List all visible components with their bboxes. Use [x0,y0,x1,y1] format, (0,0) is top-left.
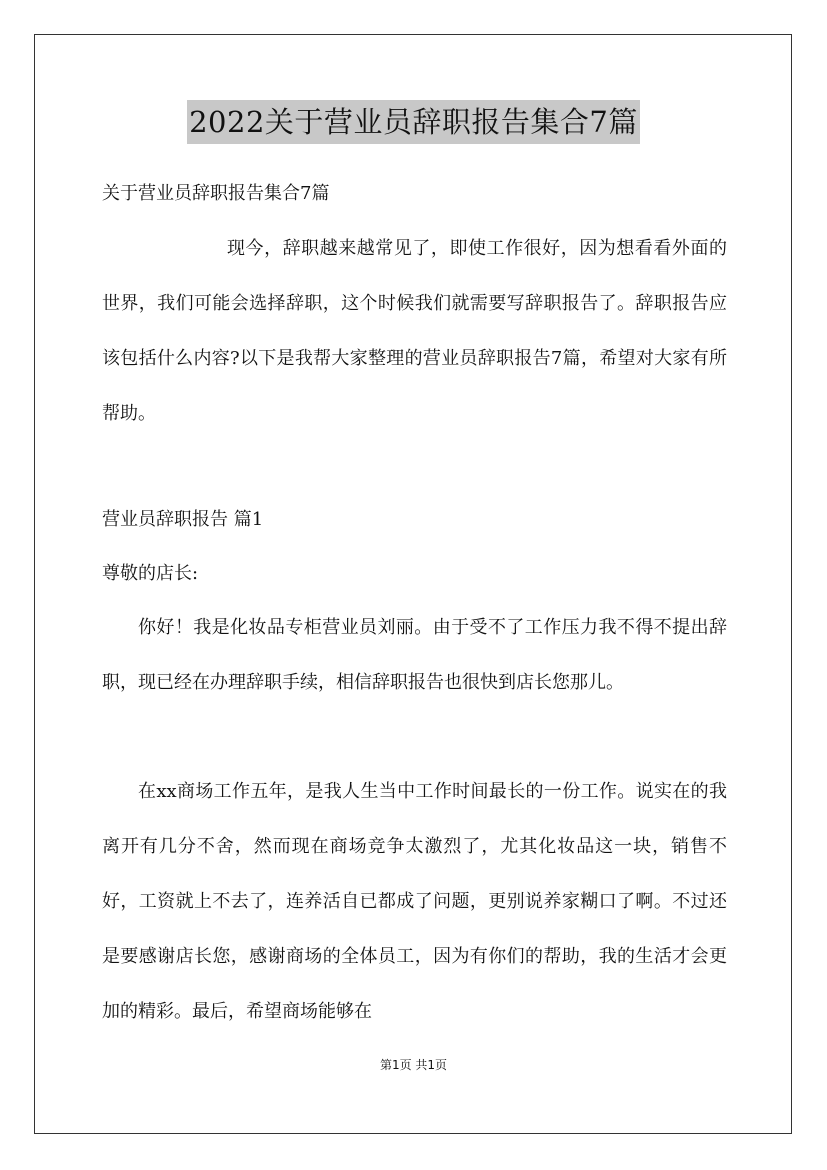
document-title: 2022关于营业员辞职报告集合7篇 [187,100,640,144]
document-subtitle: 关于营业员辞职报告集合7篇 [102,183,330,204]
document-title-wrap [0,100,827,144]
body-paragraph-1: 你好！我是化妆品专柜营业员刘丽。由于受不了工作压力我不得不提出辞职，现已经在办理辞职手续，相信辞职报告也很快到店长您那儿。 [102,617,727,693]
intro-paragraph: 现今，辞职越来越常见了，即使工作很好，因为想看看外面的世界，我们可能会选择辞职，这个时候我们就需要写辞职报告了。辞职报告应该包括什么内容?以下是我帮大家整理的营业员辞职报告7篇，希望对大家有所帮助。 [102,238,727,424]
page-footer: 第1页 共1页 [379,1058,448,1072]
section-heading: 营业员辞职报告 篇1 [102,509,264,530]
body-paragraph-2: 在xx商场工作五年，是我人生当中工作时间最长的一份工作。说实在的我离开有几分不舍，然而现在商场竞争太激烈了，尤其化妆品这一块，销售不好，工资就上不去了，连养活自已都成了问题，更别说养家糊口了啊。不过还是要感谢店长您，感谢商场的全体员工，因为有你们的帮助，我的生活才会更加的精彩。最后，希望商场能够在 [102,781,727,1022]
salutation: 尊敬的店长: [102,563,199,584]
